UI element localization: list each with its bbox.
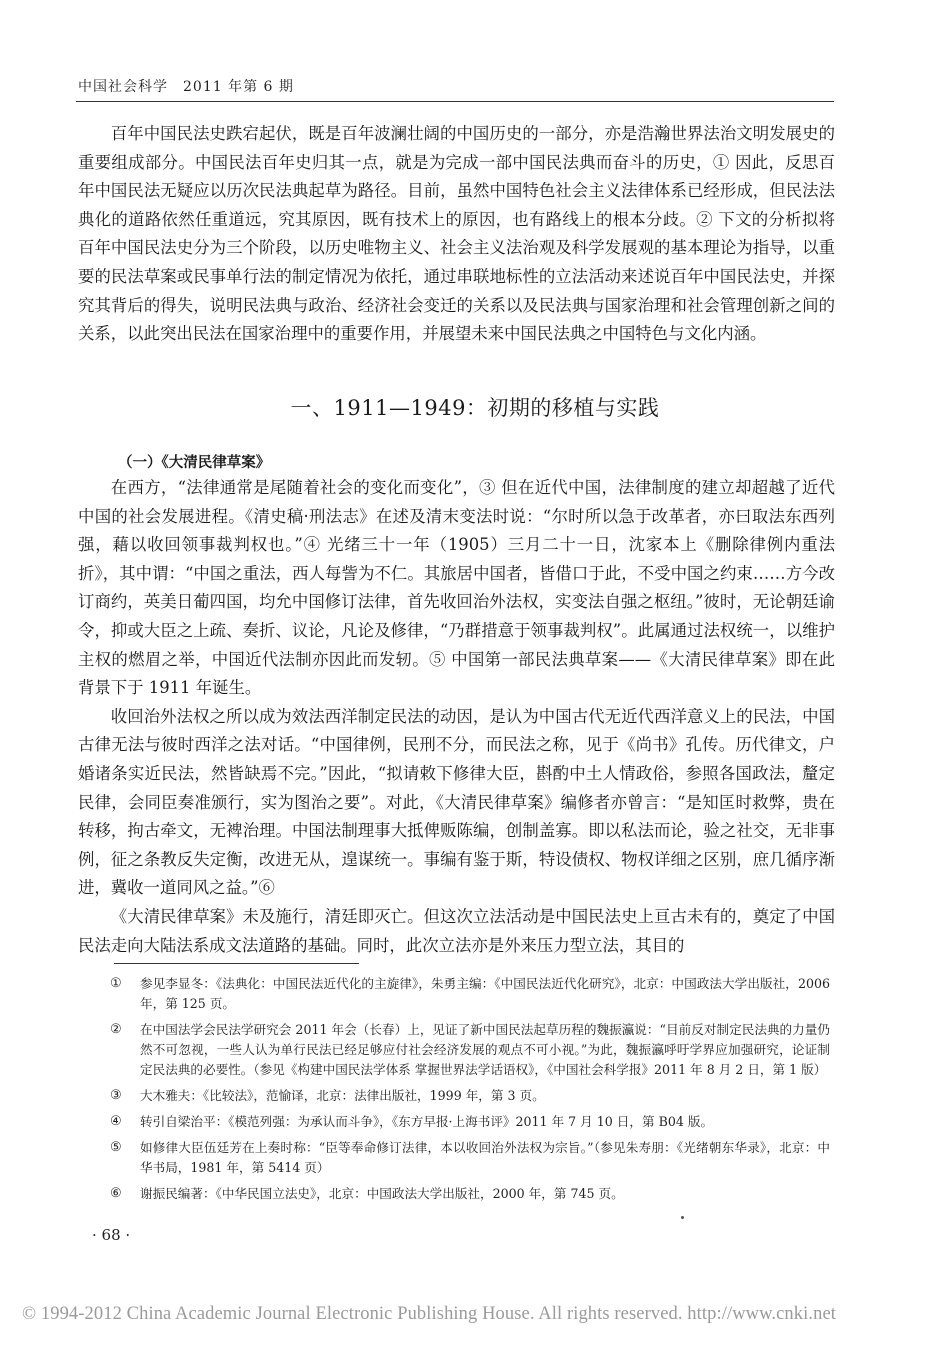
footnote-text: 谢振民编著：《中华民国立法史》，北京：中国政法大学出版社，2000 年，第 745 页。 (140, 1186, 624, 1201)
footnote-text: 转引自梁治平：《模范列强：为承认而斗争》，《东方早报·上海书评》2011 年 7 月 10 日，第 B04 版。 (140, 1114, 714, 1129)
footnote-mark: ⑤ (110, 1140, 122, 1155)
footnote-mark: ② (110, 1022, 122, 1037)
footnote-1 (110, 974, 830, 1014)
footnote-5 (110, 1138, 830, 1178)
footnote-mark: ① (110, 976, 122, 991)
footnote-text: 如修律大臣伍廷芳在上奏时称：“臣等奉命修订法律，本以收回治外法权为宗旨。”（参见朱寿朋：《光绪朝东华录》，北京：中华书局，1981 年，第 5414 页） (140, 1140, 830, 1175)
footnote-rule (114, 963, 359, 964)
footnotes (110, 974, 830, 1210)
subsection-title: （一）《大清民律草案》 (118, 455, 271, 471)
body-paragraph-1: 在西方，“法律通常是尾随着社会的变化而变化”，③ 但在近代中国，法律制度的建立却超越了近代中国的社会发展进程。《清史稿·刑法志》在述及清末变法时说：“尔时所以急于改革者，亦曰取法东西列强，藉以收回领事裁判权也。”④ 光绪三十一年（1905）三月二十一日，沈家本上《删除律例内重法折》，其中谓：“中国之重法，西人每訾为不仁。其旅居中国者，皆借口于此，不受中国之约束……方今改订商约，英美日葡四国，均允中国修订法律，首先收回治外法权，实变法自强之枢纽。”彼时，无论朝廷谕令，抑或大臣之上疏、奏折、议论，凡论及修律，“乃群措意于领事裁判权”。此属通过法权统一，以维护主权的燃眉之举，中国近代法制亦因此而发轫。⑤ 中国第一部民法典草案——《大清民律草案》即在此背景下于 1911 年诞生。 (78, 478, 835, 698)
scan-speck (681, 1216, 684, 1219)
running-header: 中国社会科学 2011 年第 6 期 (78, 79, 294, 95)
section-title: 一、1911—1949：初期的移植与实践 (290, 396, 660, 420)
footnote-text: 在中国法学会民法学研究会 2011 年会（长春）上，见证了新中国民法起草历程的魏振瀛说：“目前反对制定民法典的力量仍然不可忽视，一些人认为单行民法已经足够应付社会经济发展的观点不可小视。”为此，魏振瀛呼吁学界应加强研究，论证制定民法典的必要性。（参见《构建中国民法学体系 掌握世界法学话语权》，《中国社会科学报》2011 年 8 月 2 日，第 1 版） (140, 1022, 830, 1077)
page-number: · 68 · (92, 1226, 131, 1244)
footnote-text: 大木雅夫：《比较法》，范愉译，北京：法律出版社，1999 年，第 3 页。 (140, 1088, 545, 1103)
intro-paragraph: 百年中国民法史跌宕起伏，既是百年波澜壮阔的中国历史的一部分，亦是浩瀚世界法治文明发展史的重要组成部分。中国民法百年史归其一点，就是为完成一部中国民法典而奋斗的历史，① 因此，反思百年中国民法无疑应以历次民法典起草为路径。目前，虽然中国特色社会主义法律体系已经形成，但民法法典化的道路依然任重道远，究其原因，既有技术上的原因，也有路线上的根本分歧。② 下文的分析拟将百年中国民法史分为三个阶段，以历史唯物主义、社会主义法治观及科学发展观的基本理论为指导，以重要的民法草案或民事单行法的制定情况为依托，通过串联地标性的立法活动来述说百年中国民法史，并探究其背后的得失，说明民法典与政治、经济社会变迁的关系以及民法典与国家治理和社会管理创新之间的关系，以此突出民法在国家治理中的重要作用，并展望未来中国民法典之中国特色与文化内涵。 (78, 124, 835, 344)
intro-section (78, 120, 835, 349)
footnote-6 (110, 1184, 830, 1204)
footnote-mark: ④ (110, 1114, 122, 1129)
header-rule (76, 101, 834, 102)
footnote-text: 参见李显冬：《法典化：中国民法近代化的主旋律》，朱勇主编：《中国民法近代化研究》，北京：中国政法大学出版社，2006 年，第 125 页。 (140, 976, 830, 1011)
footnote-3 (110, 1086, 830, 1106)
footnote-mark: ③ (110, 1088, 122, 1103)
body-paragraph-3: 《大清民律草案》未及施行，清廷即灭亡。但这次立法活动是中国民法史上亘古未有的，奠定了中国民法走向大陆法系成文法道路的基础。同时，此次立法亦是外来压力型立法，其目的 (78, 906, 835, 955)
body-paragraph-2: 收回治外法权之所以成为效法西洋制定民法的动因，是认为中国古代无近代西洋意义上的民法，中国古律无法与彼时西洋之法对话。“中国律例，民刑不分，而民法之称，见于《尚书》孔传。历代律文，户婚诸条实近民法，然皆缺焉不完。”因此，“拟请敕下修律大臣，斟酌中土人情政俗，参照各国政法，釐定民律，会同臣奏准颁行，实为图治之要”。对此，《大清民律草案》编修者亦曾言：“是知匡时救弊，贵在转移，拘古牵文，无裨治理。中国法制理事大抵俾贩陈编，创制盖寡。即以私法而论，验之社交，无非事例，征之条教反失定衡，改进无从，遑谋统一。事编有鉴于斯，特设债权、物权详细之区别，庶几循序渐进，冀收一道同风之益。”⑥ (78, 706, 835, 898)
footnote-mark: ⑥ (110, 1186, 122, 1201)
section-body (78, 474, 835, 960)
footnote-2 (110, 1020, 830, 1080)
copyright-watermark: © 1994-2012 China Academic Journal Electronic Publishing House. All rights reserved. http://www.cnki.net (22, 1304, 836, 1324)
footnote-4 (110, 1112, 830, 1132)
